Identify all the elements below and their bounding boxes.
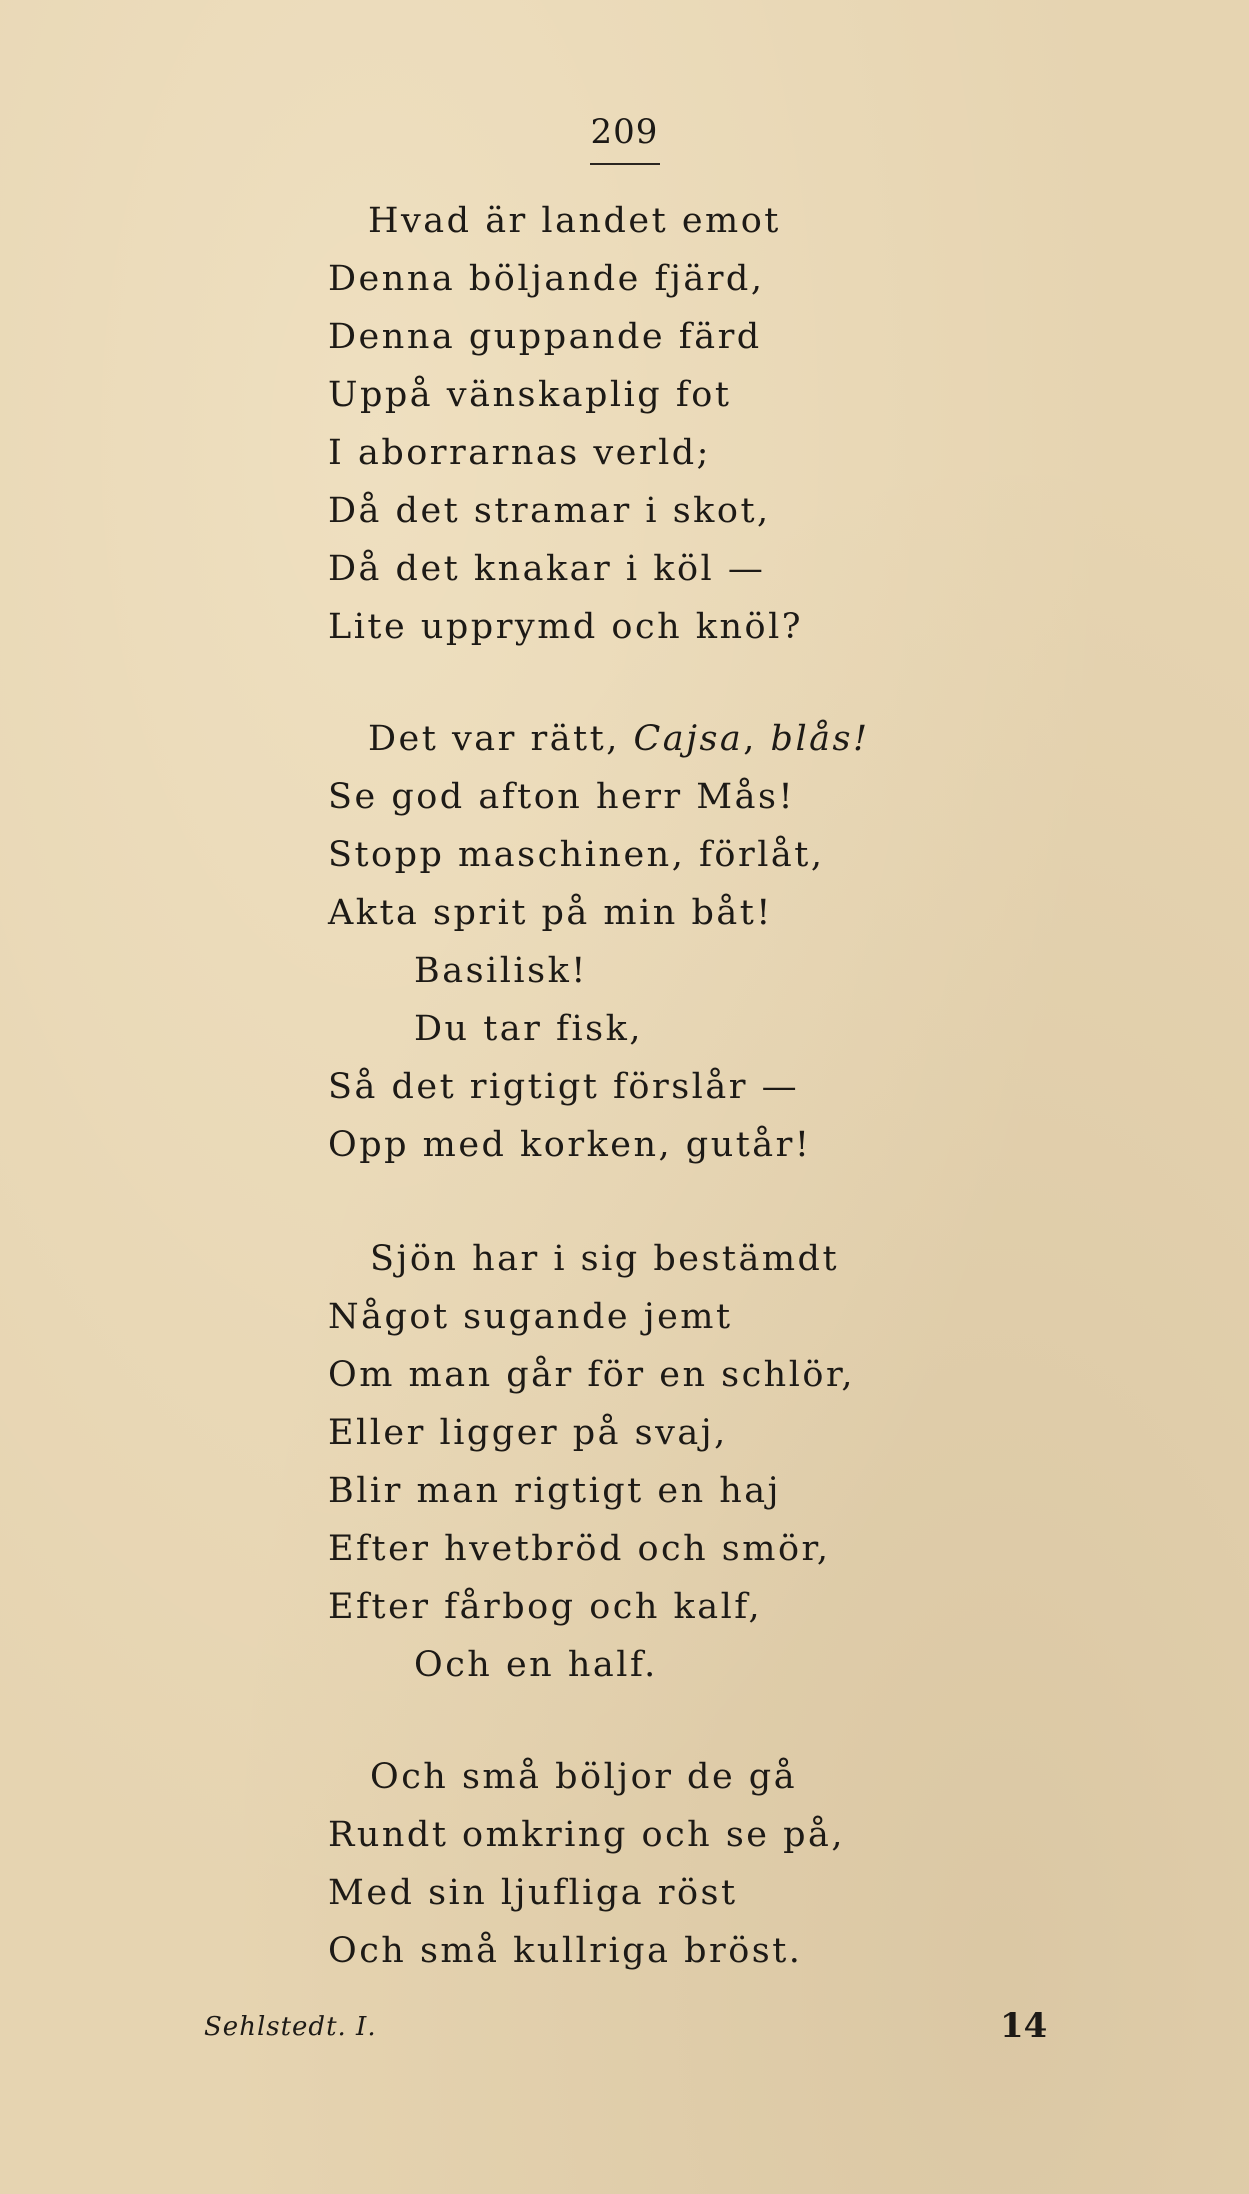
poem-line: Du tar fisk, (414, 1009, 643, 1049)
page-number: 209 (590, 112, 659, 152)
poem-line: I aborrarnas verld; (328, 433, 711, 473)
poem-line: Denna guppande färd (328, 317, 762, 357)
poem-line: Och en half. (414, 1645, 658, 1685)
poem-line: Då det stramar i skot, (328, 491, 771, 531)
poem-line: Stopp maschinen, förlåt, (328, 835, 825, 875)
poem-line: Något sugande jemt (328, 1297, 733, 1337)
page-number-rule (590, 163, 660, 165)
poem-line: Rundt omkring och se på, (328, 1815, 846, 1855)
poem-line: Uppå vänskaplig fot (328, 375, 732, 415)
sheet-number: 14 (1000, 2006, 1048, 2046)
poem-line: Blir man rigtigt en haj (328, 1471, 782, 1511)
poem-line: Efter hvetbröd och smör, (328, 1529, 831, 1569)
poem-line: Opp med korken, gutår! (328, 1125, 812, 1165)
poem-line: Då det knakar i köl — (328, 549, 766, 589)
poem-line: Lite upprymd och knöl? (328, 607, 804, 647)
poem-line: Sjön har i sig bestämdt (370, 1239, 840, 1279)
poem-line: Basilisk! (414, 951, 588, 991)
poem-line-text: Det var rätt, Cajsa, blås! (368, 719, 870, 759)
poem-line: Efter fårbog och kalf, (328, 1587, 763, 1627)
poem-line: Eller ligger på svaj, (328, 1413, 728, 1453)
poem-line: Denna böljande fjärd, (328, 259, 765, 299)
poem-line: Akta sprit på min båt! (328, 893, 773, 933)
poem-line: Så det rigtigt förslår — (328, 1067, 800, 1107)
poem-line-italic-names (368, 719, 870, 759)
poem-line: Och små böljor de gå (370, 1757, 798, 1797)
poem-line: Och små kullriga bröst. (328, 1931, 803, 1971)
poem-line: Se god afton herr Mås! (328, 777, 796, 817)
poem-line: Med sin ljufliga röst (328, 1873, 738, 1913)
signature-mark: Sehlstedt. I. (204, 2012, 377, 2042)
poem-line: Hvad är landet emot (368, 201, 781, 241)
poem-line: Om man går för en schlör, (328, 1355, 856, 1395)
